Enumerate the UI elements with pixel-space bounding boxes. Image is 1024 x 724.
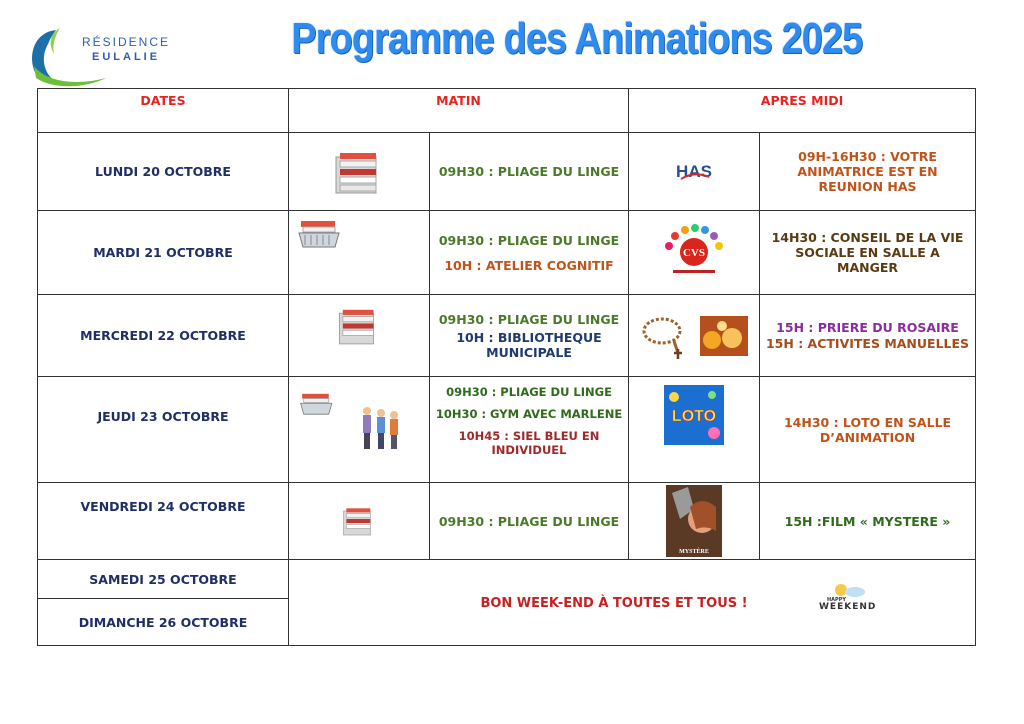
activity-text: 10H45 : SIEL BLEU EN INDIVIDUEL: [458, 429, 600, 457]
logo-line1: RÉSIDENCE: [82, 35, 171, 49]
cvs-logo-icon: [661, 224, 727, 282]
date-cell: MARDI 21 OCTOBRE: [38, 211, 289, 295]
table-row: [38, 133, 976, 211]
film-poster-icon: [666, 485, 722, 557]
loto-logo-text: LOTO: [671, 408, 717, 425]
afternoon-image-cell: [629, 295, 760, 377]
table-row: [38, 483, 976, 560]
has-logo-icon: [669, 157, 719, 187]
table-row: [38, 211, 976, 295]
afternoon-image-cell: [629, 483, 760, 560]
activity-text: 09H30 : PLIAGE DU LINGE: [438, 164, 620, 179]
residence-logo: [26, 22, 171, 90]
morning-activity-cell: [430, 483, 629, 560]
date-cell: SAMEDI 25 OCTOBRE: [38, 560, 289, 599]
logo-line2: EULALIE: [92, 51, 161, 63]
page-title: Programme des Animations 2025: [291, 14, 863, 63]
weekend-message: BON WEEK-END À TOUTES ET TOUS !: [480, 595, 748, 611]
cvs-logo-text: CVS: [683, 246, 706, 259]
laundry-icon: [341, 501, 377, 541]
afternoon-logo-cell: [629, 211, 760, 295]
table-row: [38, 295, 976, 377]
has-logo-text: HAS: [676, 161, 712, 181]
header-matin: MATIN: [289, 89, 629, 133]
laundry-basket-icon: [299, 387, 335, 421]
morning-activity-cell: [430, 295, 629, 377]
activity-text: 15H :FILM « MYSTERE »: [784, 513, 951, 529]
weekend-message-cell: [289, 560, 976, 646]
afternoon-activity-cell: [760, 133, 976, 211]
date-cell: MERCREDI 22 OCTOBRE: [38, 295, 289, 377]
date-cell: DIMANCHE 26 OCTOBRE: [38, 599, 289, 646]
poster-caption: MYSTÈRE: [679, 549, 709, 555]
activity-text: 09H30 : PLIAGE DU LINGE: [438, 311, 620, 327]
activity-text: 09H30 : PLIAGE DU LINGE: [446, 385, 612, 399]
activity-text: 14H30 : LOTO EN SALLE D’ANIMATION: [783, 414, 952, 445]
laundry-icon: [332, 145, 386, 199]
morning-activity-cell: [430, 211, 629, 295]
weekend-badge-big: WEEKEND: [819, 602, 877, 612]
morning-image-cell: [289, 211, 430, 295]
activity-text: 14H30 : CONSEIL DE LA VIE SOCIALE EN SALLE A MANGER: [771, 230, 964, 275]
afternoon-logo-cell: [629, 377, 760, 483]
activity-text: 10H : BIBLIOTHEQUE MUNICIPALE: [456, 329, 602, 360]
date-cell: VENDREDI 24 OCTOBRE: [38, 483, 289, 560]
header-dates: DATES: [38, 89, 289, 133]
date-cell: JEUDI 23 OCTOBRE: [38, 377, 289, 483]
morning-activity-cell: [430, 377, 629, 483]
table-row: [38, 377, 976, 483]
activity-text: 09H30 : PLIAGE DU LINGE: [438, 513, 620, 529]
afternoon-activity-cell: [760, 295, 976, 377]
header-apres-midi: APRES MIDI: [629, 89, 976, 133]
morning-image-cell: [289, 295, 430, 377]
activity-text: 09H30 : PLIAGE DU LINGE: [438, 232, 620, 248]
activity-text: 15H : ACTIVITES MANUELLES: [765, 336, 970, 351]
candles-icon: [698, 314, 750, 358]
activity-text: 15H : PRIERE DU ROSAIRE: [776, 320, 959, 335]
rosary-icon: [638, 313, 694, 359]
header-row: [38, 89, 976, 133]
morning-activity-cell: [430, 133, 629, 211]
date-cell: LUNDI 20 OCTOBRE: [38, 133, 289, 211]
laundry-basket-icon: [297, 217, 343, 251]
afternoon-logo-cell: [629, 133, 760, 211]
weekend-badge-small: HAPPY: [827, 597, 847, 603]
schedule-table: [37, 88, 976, 646]
laundry-icon: [335, 303, 383, 349]
afternoon-activity-cell: [760, 483, 976, 560]
afternoon-activity-cell: [760, 211, 976, 295]
morning-image-cell: [289, 377, 430, 483]
activity-text: 10H : ATELIER COGNITIF: [444, 257, 614, 273]
activity-text: 10H30 : GYM AVEC MARLENE: [435, 407, 623, 421]
gym-people-icon: [357, 405, 401, 451]
table-row: [38, 560, 976, 599]
weekend-badge: [819, 582, 879, 626]
afternoon-activity-cell: [760, 377, 976, 483]
activity-text: 09H-16H30 : VOTRE ANIMATRICE EST EN REUNION HAS: [797, 149, 938, 194]
loto-logo-icon: [664, 385, 724, 445]
morning-image-cell: [289, 133, 430, 211]
morning-image-cell: [289, 483, 430, 560]
